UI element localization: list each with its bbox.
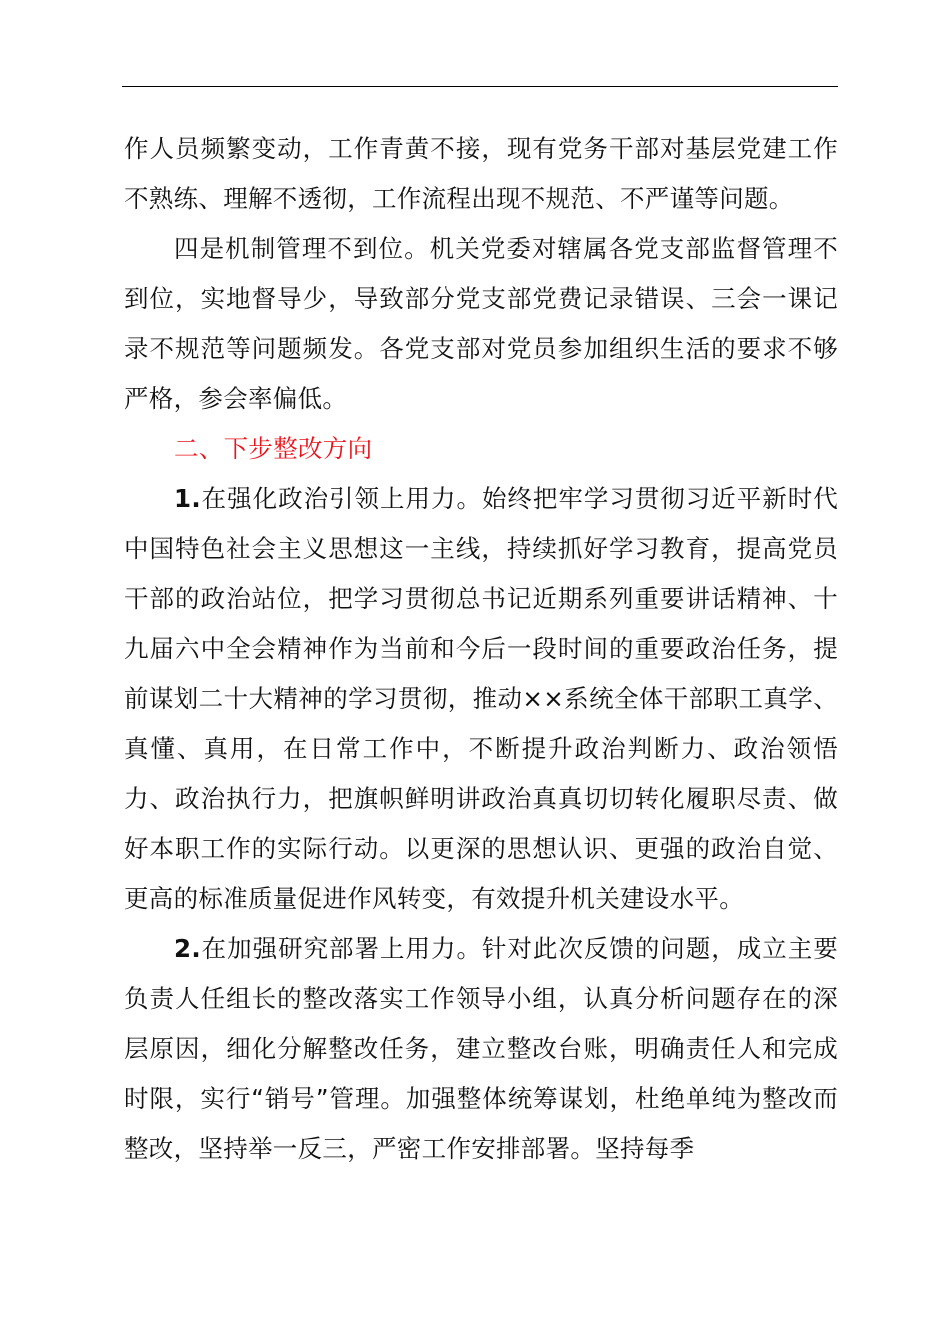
paragraph-item-2 (124, 924, 838, 1174)
section-heading (124, 424, 838, 474)
paragraph-text: 在加强研究部署上用力。针对此次反馈的问题，成立主要负责人任组长的整改落实工作领导小组，认真分析问题存在的深层原因，细化分解整改任务，建立整改台账，明确责任人和完成时限，实行“销号”管理。加强整体统筹谋划，杜绝单纯为整改而整改，坚持举一反三，严密工作安排部署。坚持每季 (124, 934, 838, 1163)
paragraph-text: 四是机制管理不到位。机关党委对辖属各党支部监督管理不到位，实地督导少，导致部分党支部党费记录错误、三会一课记录不规范等问题频发。各党支部对党员参加组织生活的要求不够严格，参会率偏低。 (124, 234, 838, 413)
section-heading-text: 二、下步整改方向 (174, 434, 373, 463)
header-rule (122, 86, 838, 87)
paragraph-item-1 (124, 474, 838, 924)
document-body (124, 124, 838, 1174)
paragraph-continuation (124, 124, 838, 224)
paragraph-text: 在强化政治引领上用力。始终把牢学习贯彻习近平新时代中国特色社会主义思想这一主线，持续抓好学习教育，提高党员干部的政治站位，把学习贯彻总书记近期系列重要讲话精神、十九届六中全会精神作为当前和今后一段时间的重要政治任务，提前谋划二十大精神的学习贯彻，推动××系统全体干部职工真学、真懂、真用，在日常工作中，不断提升政治判断力、政治领悟力、政治执行力，把旗帜鲜明讲政治真真切切转化履职尽责、做好本职工作的实际行动。以更深的思想认识、更强的政治自觉、更高的标准质量促进作风转变，有效提升机关建设水平。 (124, 484, 838, 913)
paragraph-text: 作人员频繁变动，工作青黄不接，现有党务干部对基层党建工作不熟练、理解不透彻，工作流程出现不规范、不严谨等问题。 (124, 134, 838, 213)
item-number: 1. (174, 484, 201, 513)
paragraph-mechanism-management (124, 224, 838, 424)
item-number: 2. (174, 934, 201, 963)
